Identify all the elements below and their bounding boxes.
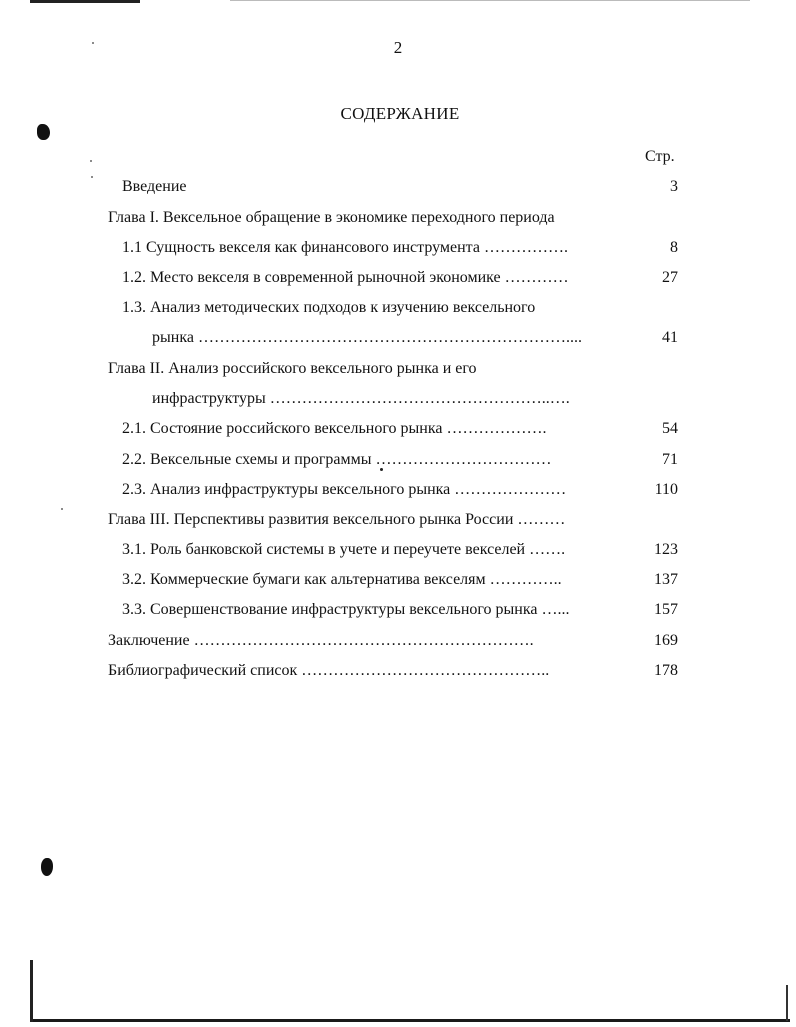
toc-section-3-3: 3.3. Совершенствование инфраструктуры вексельного рынка …... [122, 601, 570, 618]
toc-section-1-1: 1.1 Сущность векселя как финансового инструмента ……………. [122, 239, 568, 256]
toc-page-number: 3 [670, 178, 678, 195]
toc-page-number: 137 [654, 571, 678, 588]
scan-edge-top [30, 0, 140, 3]
toc-section-1-2: 1.2. Место векселя в современной рыночной экономике ………… [122, 269, 569, 286]
scan-edge-left [30, 960, 33, 1022]
ink-blot-mark [41, 858, 53, 876]
scan-speck [61, 508, 63, 510]
toc-section-2-2: 2.2. Вексельные схемы и программы …………………………… [122, 451, 552, 468]
toc-section-3-1: 3.1. Роль банковской системы в учете и переучете векселей ……. [122, 541, 566, 558]
toc-section-2-3: 2.3. Анализ инфраструктуры вексельного рынка ………………… [122, 481, 567, 498]
toc-entry-introduction: Введение [122, 178, 187, 195]
scan-edge-bottom [32, 1019, 790, 1022]
toc-page-number: 110 [654, 481, 678, 498]
toc-page-number: 157 [654, 601, 678, 618]
toc-page-number: 41 [662, 329, 678, 346]
scan-edge-top-faint [230, 0, 750, 1]
toc-section-2-1: 2.1. Состояние российского вексельного рынка ………………. [122, 420, 547, 437]
toc-section-1-3: 1.3. Анализ методических подходов к изучению вексельного [122, 299, 536, 316]
toc-page-number: 123 [654, 541, 678, 558]
scan-speck [90, 160, 92, 162]
toc-page-number: 54 [662, 420, 678, 437]
toc-section-1-3-cont: рынка …………………………………………………………….... [152, 329, 582, 346]
toc-title: СОДЕРЖАНИЕ [340, 104, 460, 123]
toc-chapter-1: Глава I. Вексельное обращение в экономике переходного периода [108, 209, 555, 226]
scan-edge-right [786, 985, 788, 1021]
toc-chapter-2-cont: инфраструктуры ……………………………………………..…. [152, 390, 570, 407]
ink-blot-mark [37, 124, 50, 140]
toc-page-number: 178 [654, 662, 678, 679]
toc-page-number: 27 [662, 269, 678, 286]
toc-chapter-2: Глава II. Анализ российского вексельного рынка и его [108, 360, 477, 377]
scan-speck [91, 176, 93, 178]
toc-page-number: 169 [654, 632, 678, 649]
page-number: 2 [393, 38, 403, 57]
pages-column-header: Стр. [645, 148, 675, 165]
toc-chapter-3: Глава III. Перспективы развития вексельного рынка России ……… [108, 511, 566, 528]
toc-entry-bibliography: Библиографический список ……………………………………….. [108, 662, 550, 679]
toc-page-number: 71 [662, 451, 678, 468]
toc-entry-conclusion: Заключение ………………………………………………………. [108, 632, 534, 649]
toc-section-3-2: 3.2. Коммерческие бумаги как альтернатива векселям ………….. [122, 571, 562, 588]
toc-page-number: 8 [670, 239, 678, 256]
